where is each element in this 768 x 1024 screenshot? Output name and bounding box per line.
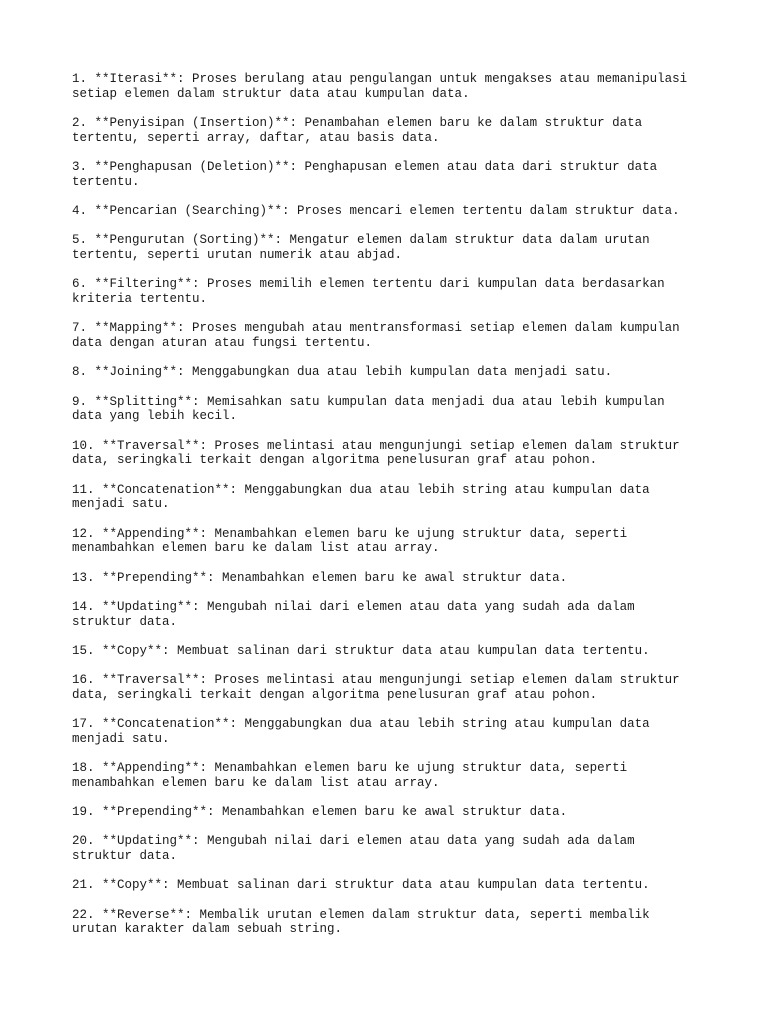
- list-item: 11. **Concatenation**: Menggabungkan dua atau lebih string atau kumpulan data menjadi satu.: [72, 482, 650, 512]
- list-item: 16. **Traversal**: Proses melintasi atau mengunjungi setiap elemen dalam struktur data, seringkali terkait dengan algoritma penelusuran graf atau pohon.: [72, 673, 680, 702]
- list-item: 22. **Reverse**: Membalik urutan elemen dalam struktur data, seperti membalik urutan karakter dalam sebuah string.: [72, 907, 650, 937]
- list-item: 6. **Filtering**: Proses memilih elemen tertentu dari kumpulan data berdasarkan kriteria tertentu.: [72, 277, 665, 306]
- list-item: 20. **Updating**: Mengubah nilai dari elemen atau data yang sudah ada dalam struktur data.: [72, 834, 635, 864]
- list-item: 18. **Appending**: Menambahkan elemen baru ke ujung struktur data, seperti menambahkan elemen baru ke dalam list atau array.: [72, 761, 628, 790]
- list-item: 2. **Penyisipan (Insertion)**: Penambahan elemen baru ke dalam struktur data tertentu, seperti array, daftar, atau basis data.: [72, 116, 643, 145]
- list-item: 5. **Pengurutan (Sorting)**: Mengatur elemen dalam struktur data dalam urutan tertentu, seperti urutan numerik atau abjad.: [72, 233, 650, 262]
- list-item: 12. **Appending**: Menambahkan elemen baru ke ujung struktur data, seperti menambahkan elemen baru ke dalam list atau array.: [72, 526, 628, 556]
- list-item: 7. **Mapping**: Proses mengubah atau mentransformasi setiap elemen dalam kumpulan data dengan aturan atau fungsi tertentu.: [72, 321, 680, 350]
- list-item: 8. **Joining**: Menggabungkan dua atau lebih kumpulan data menjadi satu.: [72, 365, 613, 380]
- list-item: 15. **Copy**: Membuat salinan dari struktur data atau kumpulan data tertentu.: [72, 643, 650, 658]
- list-item: 19. **Prepending**: Menambahkan elemen baru ke awal struktur data.: [72, 805, 568, 820]
- list-item: 9. **Splitting**: Memisahkan satu kumpulan data menjadi dua atau lebih kumpulan data yang lebih kecil.: [72, 394, 665, 424]
- list-item: 13. **Prepending**: Menambahkan elemen baru ke awal struktur data.: [72, 570, 568, 585]
- document-page: [72, 72, 712, 952]
- list-item: 4. **Pencarian (Searching)**: Proses mencari elemen tertentu dalam struktur data.: [72, 204, 680, 218]
- list-item: 1. **Iterasi**: Proses berulang atau pengulangan untuk mengakses atau memanipulasi setiap elemen dalam struktur data atau kumpulan data.: [72, 72, 688, 101]
- list-item: 3. **Penghapusan (Deletion)**: Penghapusan elemen atau data dari struktur data tertentu.: [72, 160, 658, 189]
- list-item: 21. **Copy**: Membuat salinan dari struktur data atau kumpulan data tertentu.: [72, 878, 650, 893]
- list-item: 17. **Concatenation**: Menggabungkan dua atau lebih string atau kumpulan data menjadi satu.: [72, 717, 650, 746]
- list-item: 10. **Traversal**: Proses melintasi atau mengunjungi setiap elemen dalam struktur data, seringkali terkait dengan algoritma penelusuran graf atau pohon.: [72, 438, 680, 468]
- list-item: 14. **Updating**: Mengubah nilai dari elemen atau data yang sudah ada dalam struktur data.: [72, 599, 635, 629]
